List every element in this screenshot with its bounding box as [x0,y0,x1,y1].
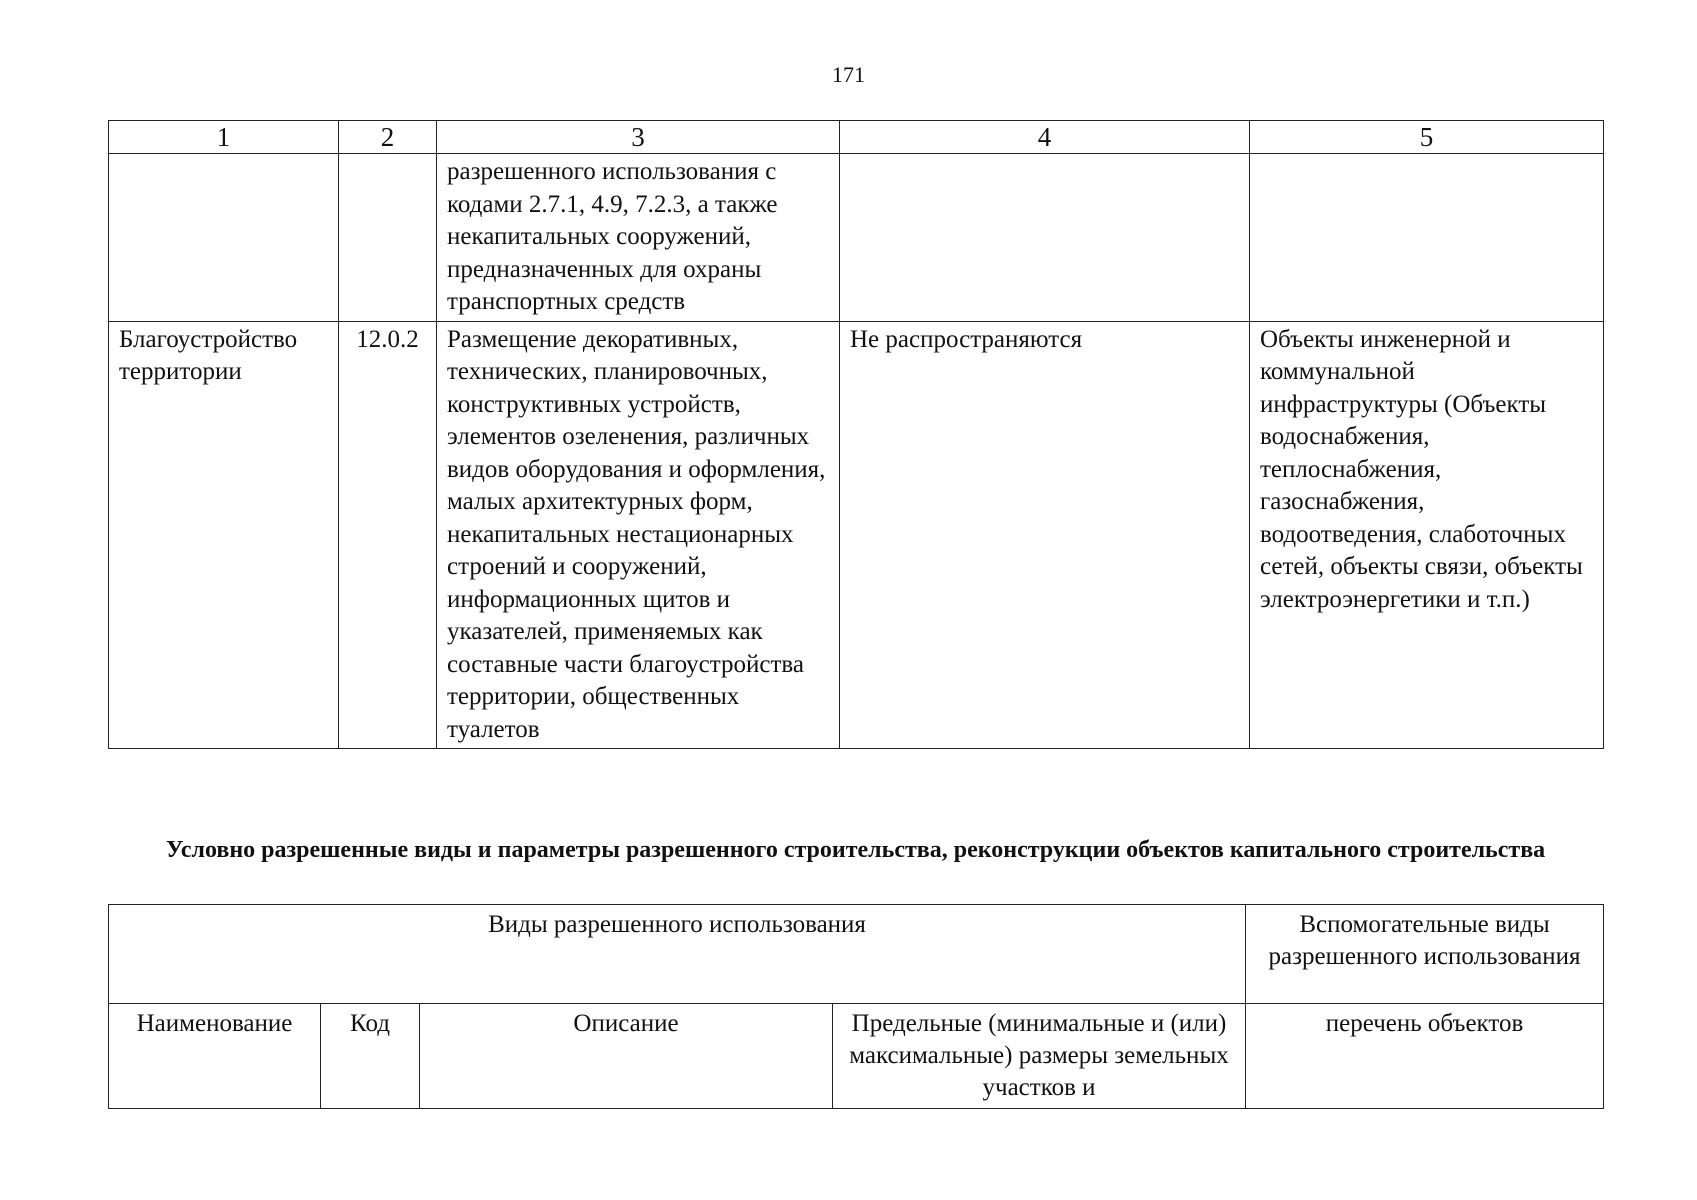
header-row [109,905,1604,1004]
use-description-cell: Размещение декоративных, технических, планировочных, конструктивных устройств, элементов озеленения, различных видов оборудования и оформления, малых архитектурных форм, некапитальных нестационарных строений и сооружений, информационных щитов и указателей, применяемых как составные части благоустройства территории, общественных туалетов [437,321,840,749]
column-number: 4 [840,121,1250,154]
use-description-cell: разрешенного использования с кодами 2.7.1, 4.9, 7.2.3, а также некапитальных сооружений, предназначенных для охраны транспортных средств [437,154,840,322]
section-title: Условно разрешенные виды и параметры разрешенного строительства, реконструкции объектов капитального строительства [165,837,1546,863]
page-number: 171 [832,62,865,87]
column-number: 2 [339,121,437,154]
conditional-use-table [108,904,1604,1109]
parameters-cell: Не распространяются [840,321,1250,749]
column-header-description: Описание [420,1004,833,1109]
column-number-row [109,121,1604,154]
permitted-use-table [108,120,1604,749]
column-header-code: Код [321,1004,420,1109]
auxiliary-uses-cell: Объекты инженерной и коммунальной инфраструктуры (Объекты водоснабжения, теплоснабжения, газоснабжения, водоотведения, слаботочных сетей, объекты связи, объекты электроэнергетики и т.п.) [1250,321,1604,749]
parameters-cell [840,154,1250,322]
use-name-cell [109,154,339,322]
column-number: 1 [109,121,339,154]
auxiliary-header: Вспомогательные виды разрешенного использования [1246,905,1604,1004]
column-header-row [109,1004,1604,1109]
table-row [109,321,1604,749]
column-header-name: Наименование [109,1004,321,1109]
column-number: 5 [1250,121,1604,154]
group-header: Виды разрешенного использования [109,905,1246,1004]
column-header-objects-list: перечень объектов [1246,1004,1604,1109]
use-code-cell [339,154,437,322]
use-code-cell: 12.0.2 [339,321,437,749]
column-header-parameters: Предельные (минимальные и (или) максимальные) размеры земельных участков и [833,1004,1246,1109]
table-row [109,154,1604,322]
auxiliary-uses-cell [1250,154,1604,322]
column-number: 3 [437,121,840,154]
use-name-cell: Благоустройство территории [109,321,339,749]
